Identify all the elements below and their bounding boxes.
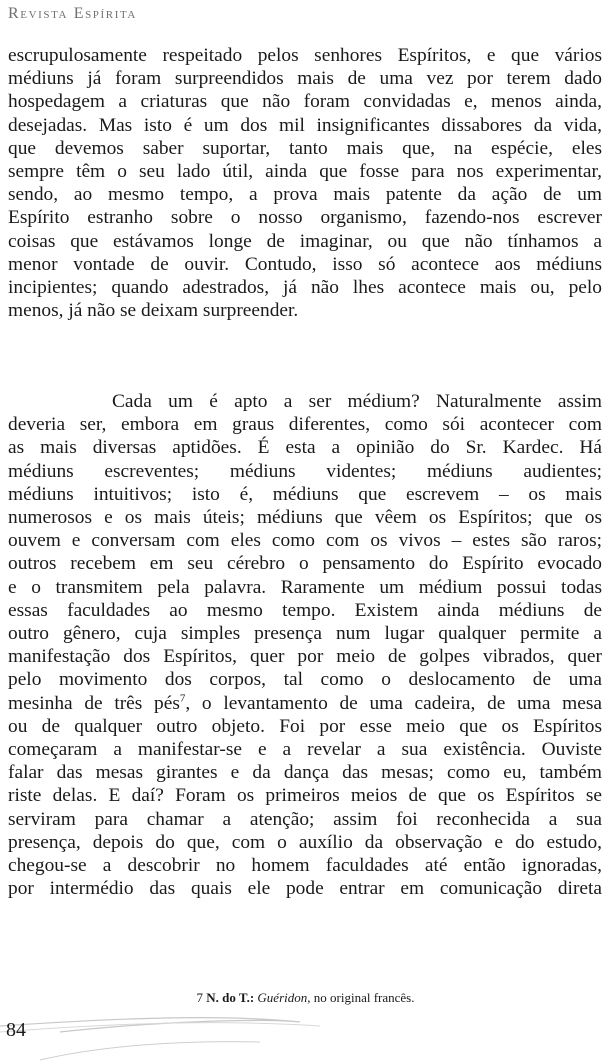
text-line-with-footnote [8, 692, 602, 715]
text-line: outros recebem em seu cérebro o pensamento do Espírito evocado [8, 553, 602, 575]
text-line: falar das mesas girantes e da dança das mesas; como eu, também [8, 762, 602, 784]
text-line: médiuns já foram surpreendidos mais de uma vez por terem dado [8, 68, 602, 90]
text-line: essas faculdades ao mesmo tempo. Existem ainda médiuns de [8, 599, 602, 621]
footnote-term: Guéridon [257, 990, 308, 1005]
text-line: riste delas. E daí? Foram os primeiros meios de que os Espíritos se [8, 785, 602, 807]
text-line: outro gênero, cuja simples presença num lugar qualquer permite a [8, 623, 602, 645]
text-line: as mais diversas aptidões. É esta a opinião do Sr. Kardec. Há [8, 437, 602, 459]
text-line: médiuns intuitivos; isto é, médiuns que escrevem – os mais [8, 483, 602, 505]
page-number: 84 [6, 1019, 26, 1041]
text-line: ouvem e conversam com eles como com os vivos – estes são raros; [8, 530, 602, 552]
text-line-start: mesinha de três pés [8, 692, 180, 714]
text-line: chegou-se a descobrir no homem faculdades até então ignoradas, [8, 855, 602, 877]
text-line: começaram a manifestar-se e a revelar a sua existência. Ouviste [8, 739, 602, 761]
text-line: que devemos saber suportar, tanto mais que, na espécie, eles [8, 137, 602, 159]
text-line-end: , o levantamento de uma cadeira, de uma mesa [185, 692, 602, 714]
running-header: Revista Espírita [8, 5, 137, 22]
text-line: escrupulosamente respeitado pelos senhores Espíritos, e que vários [8, 45, 602, 66]
text-line: presença, depois do que, com o auxílio da observação e do estudo, [8, 831, 602, 853]
text-line: e o transmitem pela palavra. Raramente um médium possui todas [8, 576, 602, 598]
paragraph-2 [8, 390, 602, 900]
text-line: médiuns escreventes; médiuns videntes; médiuns audientes; [8, 460, 602, 482]
text-line: Espírito estranho sobre o nosso organismo, fazendo-nos escrever [8, 207, 602, 229]
text-line: menos, já não se deixam surpreender. [8, 300, 299, 322]
footnote-reference[interactable]: 7 [179, 692, 186, 705]
text-line: manifestação dos Espíritos, quer por meio de golpes vibrados, quer [8, 646, 602, 668]
footnote [0, 990, 611, 1006]
footnote-text: , no original francês. [307, 990, 415, 1005]
paragraph-1 [8, 44, 602, 322]
text-line: desejadas. Mas isto é um dos mil insignificantes dissabores da vida, [8, 114, 602, 136]
text-line: por intermédio das quais ele pode entrar em comunicação direta [8, 878, 602, 900]
text-line: coisas que estávamos longe de imaginar, ou que não tínhamos a [8, 230, 602, 252]
footnote-number: 7 [196, 990, 203, 1005]
text-line: menor vontade de ouvir. Contudo, isso só acontece aos médiuns [8, 253, 602, 275]
text-line: hospedagem a criaturas que não foram convidadas e, menos ainda, [8, 91, 602, 113]
decorative-swoosh [0, 1012, 611, 1064]
text-line: incipientes; quando adestrados, já não lhes acontece mais ou, pelo [8, 277, 602, 299]
text-line: ou de qualquer outro objeto. Foi por esse meio que os Espíritos [8, 715, 602, 737]
text-line: Cada um é apto a ser médium? Naturalmente assim [112, 391, 602, 412]
text-line: pelo movimento dos corpos, tal como o deslocamento de uma [8, 669, 602, 691]
text-line: deveria ser, embora em graus diferentes, como sói acontecer com [8, 414, 602, 436]
text-line: sempre têm o seu lado útil, ainda que fosse para nos experimentar, [8, 161, 602, 183]
text-line: numerosos e os mais úteis; médiuns que vêem os Espíritos; que os [8, 507, 602, 529]
text-line: serviram para chamar a atenção; assim foi reconhecida a sua [8, 808, 602, 830]
footnote-label: N. do T.: [206, 990, 255, 1005]
text-line: sendo, ao mesmo tempo, a prova mais patente da ação de um [8, 184, 602, 206]
